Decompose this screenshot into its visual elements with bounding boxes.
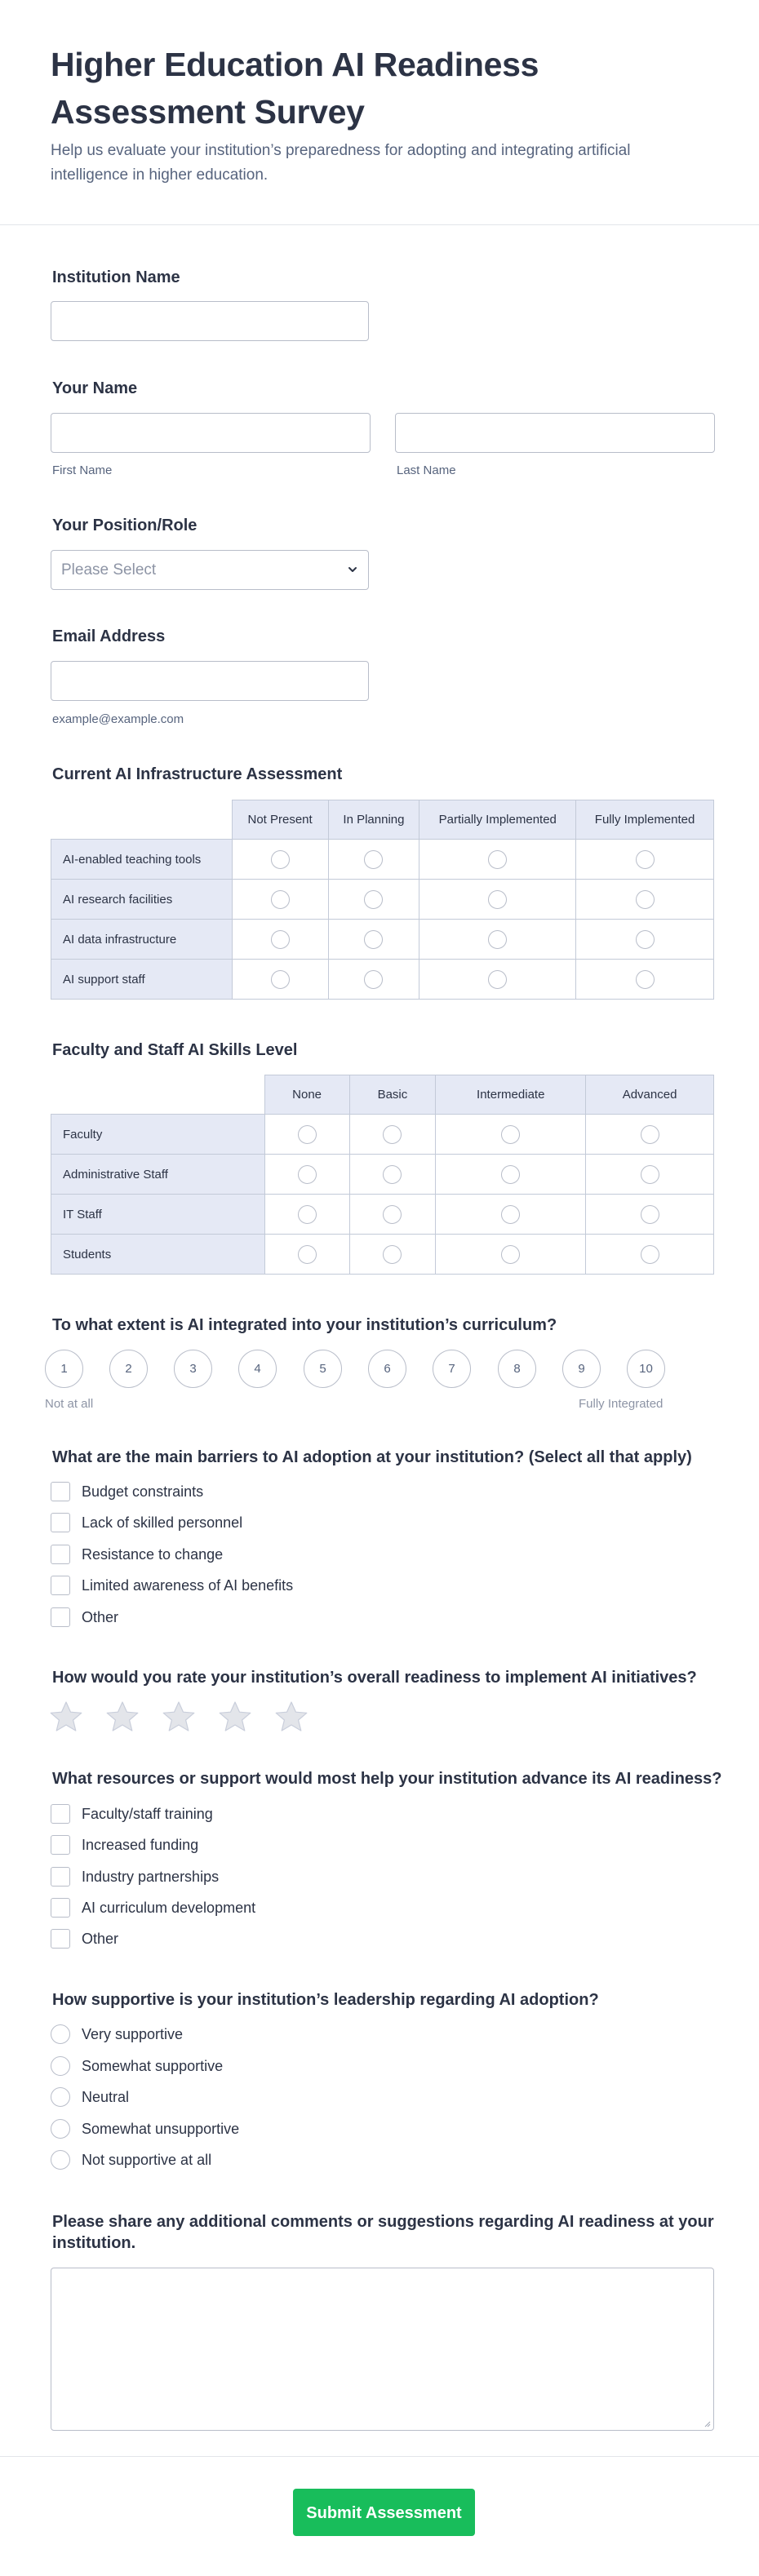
skills-col-basic: Basic — [349, 1075, 436, 1115]
checkbox[interactable] — [51, 1835, 70, 1855]
table-row — [51, 960, 714, 1000]
scale-option-8[interactable]: 8 — [498, 1350, 536, 1388]
matrix-radio[interactable] — [636, 890, 655, 909]
matrix-radio[interactable] — [271, 970, 290, 989]
checkbox-option[interactable]: Other — [51, 1928, 118, 1949]
checkbox-option[interactable]: Increased funding — [51, 1834, 198, 1856]
matrix-radio[interactable] — [383, 1245, 402, 1264]
infra-row-label: AI-enabled teaching tools — [51, 840, 233, 880]
infra-col-fully-implemented: Fully Implemented — [576, 800, 714, 840]
matrix-radio[interactable] — [488, 930, 507, 949]
skills-col-advanced: Advanced — [586, 1075, 714, 1115]
checkbox[interactable] — [51, 1576, 70, 1595]
email-input[interactable] — [51, 661, 369, 701]
matrix-radio[interactable] — [271, 890, 290, 909]
matrix-radio[interactable] — [636, 970, 655, 989]
matrix-radio[interactable] — [641, 1125, 659, 1144]
readiness-rating-label: How would you rate your institution’s overall readiness to implement AI initiatives? — [52, 1669, 697, 1687]
matrix-radio[interactable] — [383, 1165, 402, 1184]
matrix-radio[interactable] — [501, 1125, 520, 1144]
matrix-radio[interactable] — [383, 1205, 402, 1224]
radio-option[interactable]: Somewhat unsupportive — [51, 2118, 239, 2139]
table-row — [51, 840, 714, 880]
resize-handle-icon[interactable] — [703, 2419, 711, 2427]
matrix-radio[interactable] — [271, 930, 290, 949]
matrix-radio[interactable] — [501, 1165, 520, 1184]
checkbox[interactable] — [51, 1804, 70, 1824]
institution-name-input[interactable] — [51, 301, 369, 341]
matrix-radio[interactable] — [641, 1245, 659, 1264]
skills-matrix-label: Faculty and Staff AI Skills Level — [52, 1041, 298, 1059]
matrix-radio[interactable] — [298, 1205, 317, 1224]
last-name-sublabel: Last Name — [397, 463, 456, 477]
matrix-radio[interactable] — [298, 1245, 317, 1264]
checkbox[interactable] — [51, 1482, 70, 1501]
chevron-down-icon — [347, 564, 358, 575]
comments-label: Please share any additional comments or suggestions regarding AI readiness at your institution. — [52, 2213, 714, 2252]
checkbox[interactable] — [51, 1545, 70, 1564]
radio[interactable] — [51, 2087, 70, 2107]
last-name-input[interactable] — [395, 413, 715, 453]
institution-name-label: Institution Name — [52, 268, 180, 286]
scale-option-3[interactable]: 3 — [174, 1350, 212, 1388]
matrix-radio[interactable] — [636, 850, 655, 869]
matrix-radio[interactable] — [501, 1245, 520, 1264]
position-label: Your Position/Role — [52, 517, 198, 534]
infra-matrix-label: Current AI Infrastructure Assessment — [52, 765, 343, 783]
scale-option-4[interactable]: 4 — [238, 1350, 277, 1388]
matrix-radio[interactable] — [501, 1205, 520, 1224]
checkbox-option[interactable]: Budget constraints — [51, 1481, 203, 1502]
scale-option-5[interactable]: 5 — [304, 1350, 342, 1388]
radio[interactable] — [51, 2119, 70, 2139]
star-icon[interactable] — [49, 1700, 83, 1733]
barriers-label: What are the main barriers to AI adoption at your institution? (Select all that apply) — [52, 1448, 692, 1466]
checkbox-option[interactable]: Industry partnerships — [51, 1866, 219, 1887]
position-select[interactable] — [51, 550, 369, 590]
skills-matrix — [51, 1075, 714, 1275]
scale-max-caption: Fully Integrated — [579, 1397, 664, 1411]
checkbox-option[interactable]: Other — [51, 1607, 118, 1628]
star-icon[interactable] — [218, 1700, 252, 1733]
email-sublabel: example@example.com — [52, 712, 184, 726]
skills-row-label: Faculty — [51, 1115, 265, 1155]
first-name-sublabel: First Name — [52, 463, 113, 477]
matrix-radio[interactable] — [488, 890, 507, 909]
matrix-radio[interactable] — [364, 850, 383, 869]
scale-option-6[interactable]: 6 — [368, 1350, 406, 1388]
radio[interactable] — [51, 2150, 70, 2170]
table-row — [51, 1115, 714, 1155]
matrix-radio[interactable] — [364, 890, 383, 909]
scale-option-2[interactable]: 2 — [109, 1350, 148, 1388]
infra-col-in-planning: In Planning — [328, 800, 419, 840]
checkbox[interactable] — [51, 1607, 70, 1627]
table-row — [51, 920, 714, 960]
resources-label: What resources or support would most help your institution advance its AI readiness? — [52, 1770, 722, 1788]
scale-option-10[interactable]: 10 — [627, 1350, 665, 1388]
star-icon[interactable] — [274, 1700, 308, 1733]
skills-col-none: None — [264, 1075, 349, 1115]
checkbox-option[interactable]: Lack of skilled personnel — [51, 1512, 242, 1533]
matrix-radio[interactable] — [636, 930, 655, 949]
star-icon[interactable] — [105, 1700, 140, 1733]
radio[interactable] — [51, 2024, 70, 2044]
skills-row-label: Students — [51, 1235, 265, 1275]
checkbox-option[interactable]: Limited awareness of AI benefits — [51, 1575, 293, 1596]
matrix-radio[interactable] — [298, 1125, 317, 1144]
matrix-radio[interactable] — [364, 930, 383, 949]
submit-button[interactable]: Submit Assessment — [293, 2489, 475, 2536]
table-row — [51, 1155, 714, 1195]
form-subtitle: Help us evaluate your institution’s preparedness for adopting and integrating artificial intelligence in higher education. — [51, 142, 631, 184]
matrix-radio[interactable] — [641, 1165, 659, 1184]
infra-col-partially-implemented: Partially Implemented — [419, 800, 576, 840]
checkbox-option[interactable]: Resistance to change — [51, 1544, 223, 1565]
infra-row-label: AI research facilities — [51, 880, 233, 920]
table-row — [51, 1195, 714, 1235]
form-header — [0, 0, 759, 225]
matrix-radio[interactable] — [383, 1125, 402, 1144]
position-select-placeholder: Please Select — [61, 561, 157, 579]
skills-col-intermediate: Intermediate — [436, 1075, 586, 1115]
infra-row-label: AI support staff — [51, 960, 233, 1000]
integration-scale-label: To what extent is AI integrated into your institution’s curriculum? — [52, 1316, 557, 1334]
scale-option-1[interactable]: 1 — [45, 1350, 83, 1388]
checkbox[interactable] — [51, 1898, 70, 1918]
radio-option[interactable]: Somewhat supportive — [51, 2055, 223, 2077]
infra-col-not-present: Not Present — [232, 800, 328, 840]
matrix-radio[interactable] — [271, 850, 290, 869]
radio-option[interactable]: Very supportive — [51, 2024, 183, 2045]
your-name-label: Your Name — [52, 379, 138, 397]
checkbox-option[interactable]: Faculty/staff training — [51, 1803, 213, 1824]
infra-matrix — [51, 800, 714, 1000]
radio-option[interactable]: Neutral — [51, 2086, 129, 2108]
scale-min-caption: Not at all — [45, 1397, 94, 1411]
table-row — [51, 1235, 714, 1275]
scale-option-9[interactable]: 9 — [562, 1350, 601, 1388]
matrix-radio[interactable] — [364, 970, 383, 989]
star-icon[interactable] — [162, 1700, 196, 1733]
skills-row-label: Administrative Staff — [51, 1155, 265, 1195]
matrix-radio[interactable] — [641, 1205, 659, 1224]
first-name-input[interactable] — [51, 413, 371, 453]
leadership-label: How supportive is your institution’s leadership regarding AI adoption? — [52, 1991, 599, 2009]
radio[interactable] — [51, 2056, 70, 2076]
checkbox-option[interactable]: AI curriculum development — [51, 1897, 255, 1918]
matrix-corner — [51, 800, 233, 840]
matrix-corner — [51, 1075, 265, 1115]
form-title: Higher Education AI Readiness Assessment Survey — [51, 46, 539, 131]
email-label: Email Address — [52, 627, 166, 645]
checkbox[interactable] — [51, 1867, 70, 1887]
infra-row-label: AI data infrastructure — [51, 920, 233, 960]
checkbox[interactable] — [51, 1513, 70, 1532]
checkbox[interactable] — [51, 1929, 70, 1949]
scale-option-7[interactable]: 7 — [433, 1350, 471, 1388]
radio-option[interactable]: Not supportive at all — [51, 2149, 211, 2170]
matrix-radio[interactable] — [298, 1165, 317, 1184]
comments-textarea[interactable] — [51, 2268, 714, 2431]
matrix-radio[interactable] — [488, 970, 507, 989]
matrix-radio[interactable] — [488, 850, 507, 869]
table-row — [51, 880, 714, 920]
skills-row-label: IT Staff — [51, 1195, 265, 1235]
